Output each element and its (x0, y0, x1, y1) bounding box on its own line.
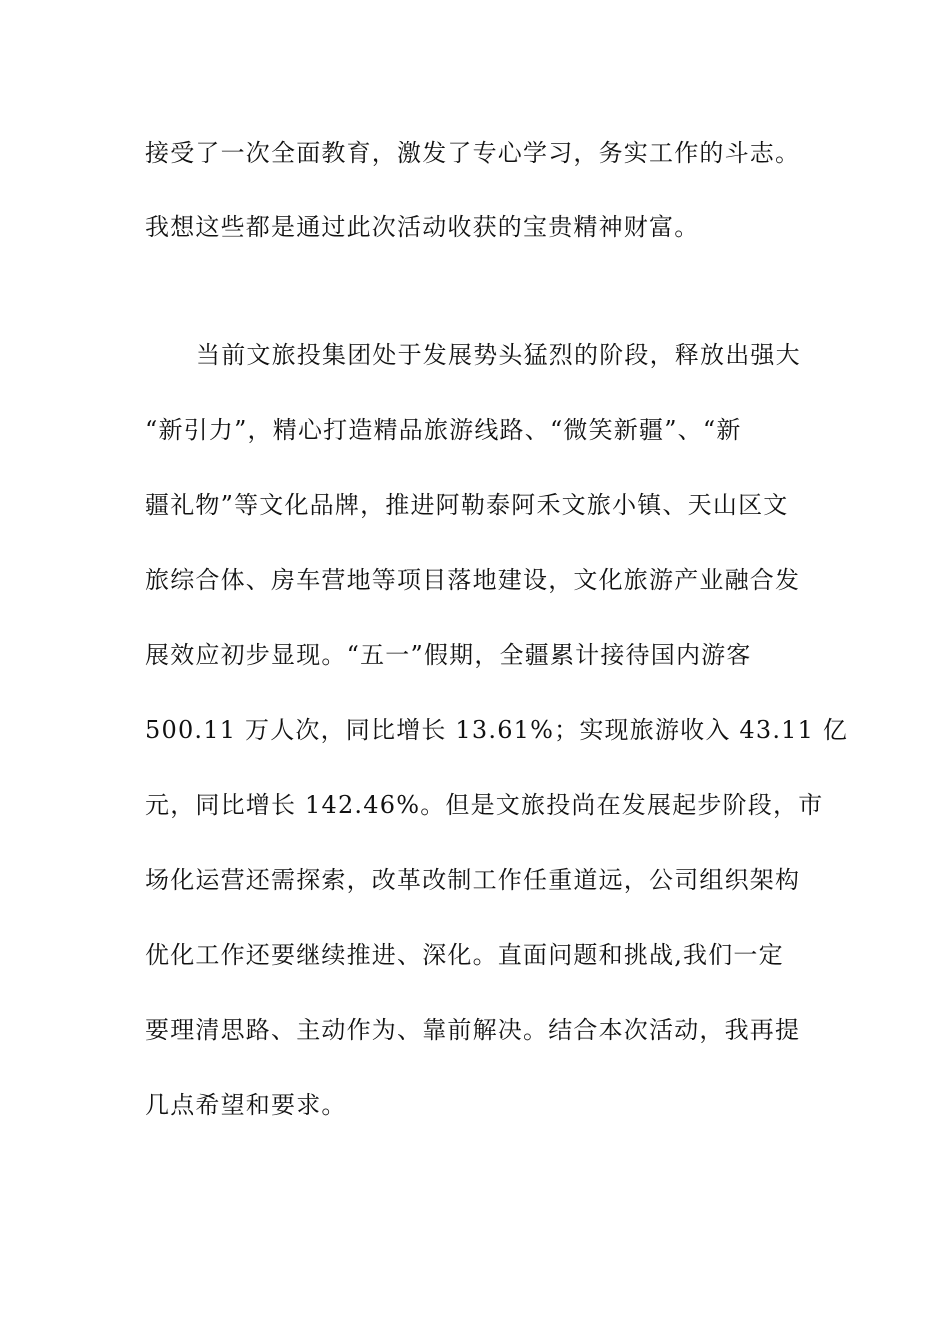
paragraph-2-line-7: 元，同比增长 142.46%。但是文旅投尚在发展起步阶段，市 (145, 791, 824, 819)
paragraph-2-line-6: 500.11 万人次，同比增长 13.61%；实现旅游收入 43.11 亿 (145, 716, 849, 744)
paragraph-2-line-8: 场化运营还需探索，改革改制工作任重道远，公司组织架构 (145, 866, 801, 894)
paragraph-2-line-11: 几点希望和要求。 (145, 1091, 347, 1119)
paragraph-2-line-5: 展效应初步显现。“五一”假期，全疆累计接待国内游客 (145, 641, 752, 669)
paragraph-2-line-1: 当前文旅投集团处于发展势头猛烈的阶段，释放出强大 (196, 341, 801, 369)
paragraph-1-line-1: 接受了一次全面教育，激发了专心学习，务实工作的斗志。 (145, 139, 801, 167)
paragraph-2-line-2: “新引力”，精心打造精品旅游线路、“微笑新疆”、“新 (145, 416, 742, 444)
paragraph-2-line-9: 优化工作还要继续推进、深化。直面问题和挑战,我们一定 (145, 941, 784, 969)
paragraph-2-line-10: 要理清思路、主动作为、靠前解决。结合本次活动，我再提 (145, 1016, 801, 1044)
paragraph-1-line-2: 我想这些都是通过此次活动收获的宝贵精神财富。 (145, 213, 700, 241)
paragraph-2-line-4: 旅综合体、房车营地等项目落地建设，文化旅游产业融合发 (145, 566, 801, 594)
paragraph-2-line-3: 疆礼物”等文化品牌，推进阿勒泰阿禾文旅小镇、天山区文 (145, 491, 789, 519)
